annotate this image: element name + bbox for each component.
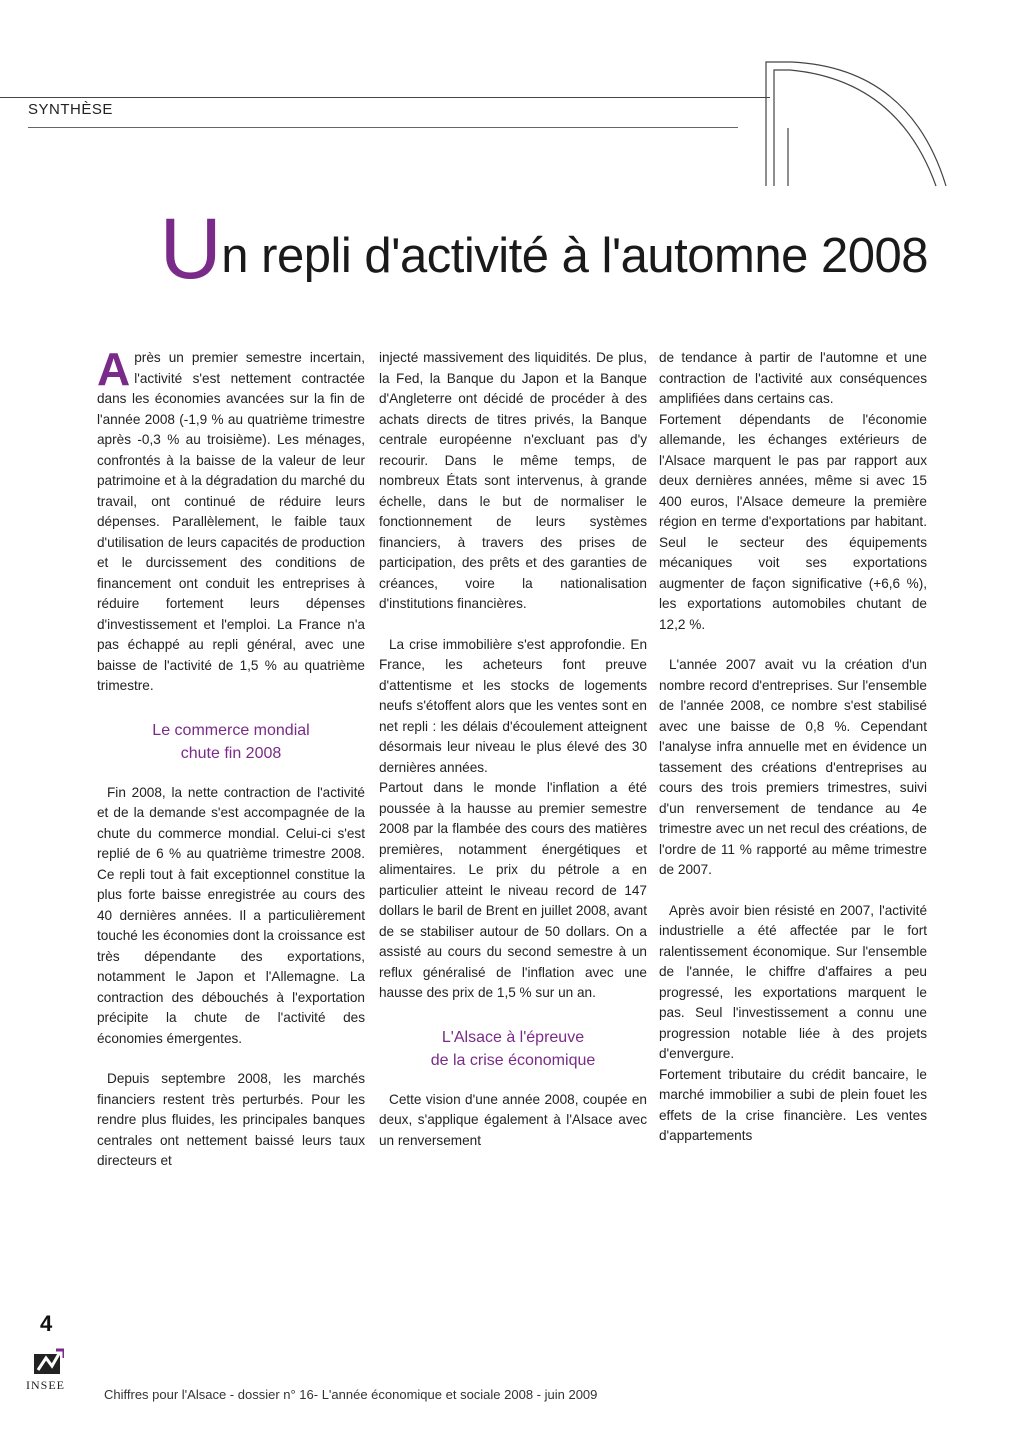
drop-cap: A [97, 343, 131, 395]
corner-decoration [760, 58, 950, 188]
column-3 [659, 348, 927, 1147]
column-1 [97, 343, 365, 1172]
footer-publication: Chiffres pour l'Alsace - dossier n° 16- L'année économique et sociale 2008 - juin 2009 [104, 1387, 598, 1402]
insee-logo-text: INSEE [26, 1378, 65, 1392]
subheading-line: Le commerce mondial [152, 721, 310, 739]
paragraph: Fortement dépendants de l'économie allemande, les échanges extérieurs de l'Alsace marquent le pas par rapport aux deux dernières années, même si avec 15 400 euros, l'Alsace demeure la première région en terme d'exportations par habitant. Seul le secteur des équipements mécaniques voit ses exportations augmenter de façon significative (+6,6 %), les exportations automobiles chutant de 12,2 %. [659, 411, 927, 632]
paragraph: Cette vision d'une année 2008, coupée en deux, s'applique également à l'Alsace avec un renversement [379, 1091, 647, 1148]
subheading-line: chute fin 2008 [180, 744, 282, 762]
paragraph: Fin 2008, la nette contraction de l'activité et de la demande s'est accompagnée de la chute du commerce mondial. Celui-ci s'est replié de 6 % au quatrième trimestre 2008. Ce repli tout à fait exceptionnel constitue la plus forte baisse enregistrée au cours des 40 dernières années. Il a particulièrement touché les économies dont la croissance est très dépendante des exportations, notamment le Japon et l'Allemagne. La contraction des débouchés à l'exportation précipite la chute de l'activité des économies émergentes. [97, 784, 365, 1046]
paragraph: Après avoir bien résisté en 2007, l'activité industrielle a été affectée par le fort ralentissement économique. Sur l'ensemble de l'année, le chiffre d'affaires a peu progressé, les exportations marquent le pas. Seul l'investissement a connu une progression notable liée à des projets d'envergure. [659, 902, 927, 1061]
paragraph: de tendance à partir de l'automne et une contraction de l'activité aux conséquences amplifiées dans certains cas. [659, 350, 927, 406]
subheading [379, 1026, 647, 1072]
paragraph: Partout dans le monde l'inflation a été poussée à la hausse au premier semestre 2008 par la flambée des cours des matières premières, notamment énergétiques et alimentaires. Le prix du pétrole a en particulier atteint le niveau record de 147 dollars le baril de Brent en juillet 2008, avant de se stabiliser autour de 50 dollars. On a assisté au cours du second semestre à un reflux généralisé de l'inflation avec une hausse des prix de 1,5 % sur un an. [379, 780, 647, 1000]
paragraph: L'année 2007 avait vu la création d'un nombre record d'entreprises. Sur l'ensemble de l'année 2008, ce nombre s'est stabilisé avec une baisse de 0,8 %. Cependant l'analyse infra annuelle met en évidence un tassement des créations d'entreprises au cours des trois premiers trimestres, suivi d'un renversement de tendance au 4e trimestre avec un net recul des créations, de l'ordre de 11 % rapporté au même trimestre de 2007. [659, 657, 927, 877]
paragraph-text: près un premier semestre incertain, l'activité s'est nettement contractée dans les économies avancées sur la fin de l'année 2008 (-1,9 % au quatrième trimestre après -0,3 % au troisième). Les ménages, confrontés à la baisse de la valeur de leur patrimoine et à la dégradation du marché du travail, ont continué de réduire leurs dépenses. Parallèlement, le faible taux d'utilisation de leurs capacités de production et le durcissement des conditions de financement ont conduit les entreprises à réduire fortement leurs dépenses d'investissement et l'emploi. La France n'a pas échappé au repli général, avec une baisse de l'activité de 1,5 % au quatrième trimestre. [97, 350, 365, 693]
insee-logo-icon [34, 1348, 64, 1376]
paragraph: Fortement tributaire du crédit bancaire, le marché immobilier a subi de plein fouet les effets de la crise financière. Les ventes d'appartements [659, 1066, 927, 1143]
title-initial: U [159, 201, 222, 297]
paragraph: Depuis septembre 2008, les marchés financiers restent très perturbés. Pour les rendre plus fluides, les principales banques centrales ont nettement baissé leurs taux directeurs et [97, 1071, 365, 1168]
column-2 [379, 348, 647, 1151]
page-title [0, 201, 928, 297]
subheading-line: L'Alsace à l'épreuve [441, 1028, 585, 1046]
paragraph [97, 343, 365, 697]
header-subrule [28, 127, 738, 128]
title-rest: n repli d'activité à l'automne 2008 [221, 229, 928, 283]
section-label: SYNTHÈSE [28, 101, 113, 118]
insee-logo [26, 1348, 76, 1393]
paragraph: La crise immobilière s'est approfondie. En France, les acheteurs font preuve d'attentisme et les stocks de logements neufs s'étoffent alors que les ventes sont en net repli : les délais d'écoulement atteignent désormais leur niveau le plus élevé des 30 dernières années. [379, 636, 647, 775]
subheading [97, 719, 365, 765]
header-rule [0, 97, 770, 98]
paragraph: injecté massivement des liquidités. De plus, la Fed, la Banque du Japon et la Banque d'Angleterre ont décidé de procéder à des achats directs de titres privés, la Banque centrale européenne n'excluant pas d'y recourir. Dans le même temps, de nombreux États sont intervenus, à grande échelle, dans le but de normaliser le fonctionnement de leurs systèmes financiers, à travers des prises de participation, des prêts et des garanties de créances, voire la nationalisation d'institutions financières. [379, 350, 647, 611]
page-number: 4 [40, 1311, 53, 1336]
subheading-line: de la crise économique [430, 1051, 596, 1069]
